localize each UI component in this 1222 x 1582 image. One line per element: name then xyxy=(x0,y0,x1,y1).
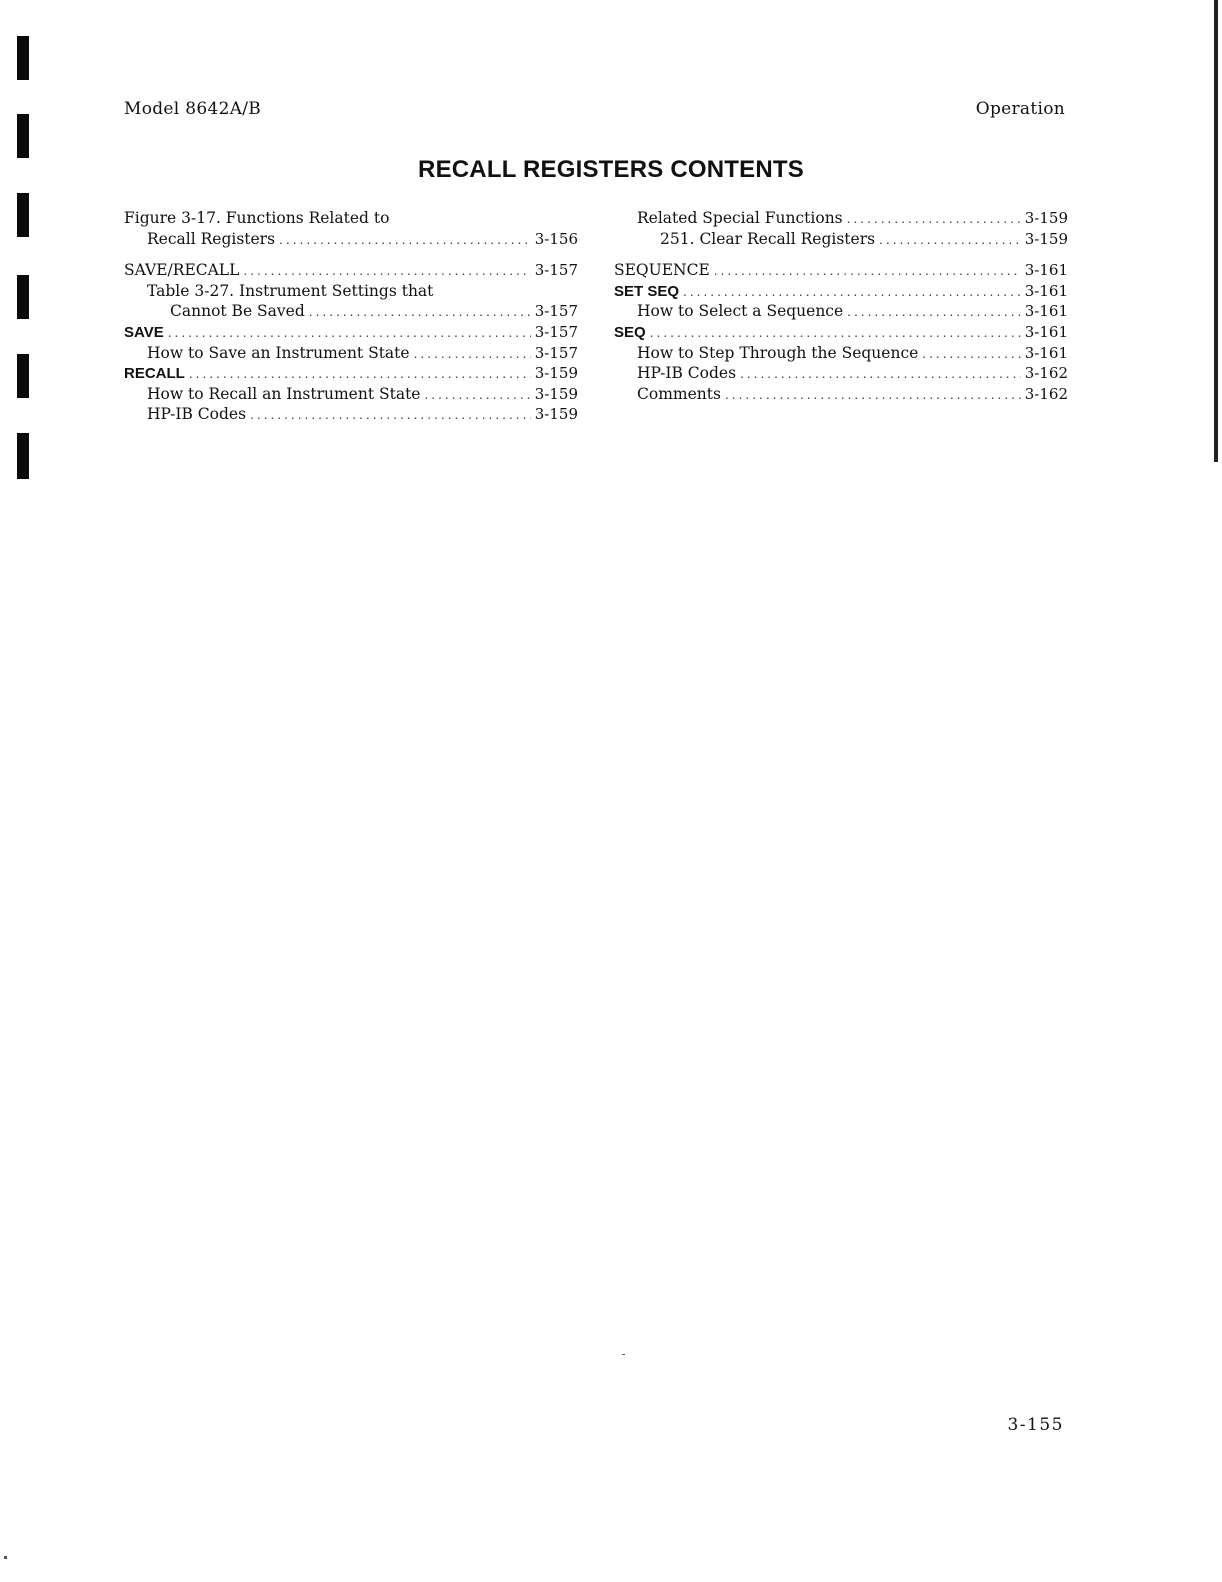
dot-leader xyxy=(309,302,531,323)
dot-leader xyxy=(650,323,1021,344)
toc-entry-title: SAVE/RECALL xyxy=(124,261,240,280)
toc-entry-page: 3-157 xyxy=(534,343,578,362)
toc-entry-page: 3-159 xyxy=(534,364,578,383)
toc-entry xyxy=(614,384,1068,405)
toc-entry xyxy=(124,260,578,281)
toc-entry-page: 3-157 xyxy=(534,261,578,280)
toc-entry-page: 3-157 xyxy=(534,322,578,341)
dot-leader xyxy=(847,302,1021,323)
toc-entry xyxy=(124,404,578,425)
toc-entry xyxy=(124,322,578,343)
toc-entry-title: How to Save an Instrument State xyxy=(147,343,410,362)
toc-entry-page: 3-162 xyxy=(1024,384,1068,403)
dot-leader xyxy=(250,405,531,426)
toc-entry-title: How to Select a Sequence xyxy=(637,302,844,321)
toc-entry xyxy=(614,363,1068,384)
toc-right-column xyxy=(614,208,1068,404)
toc-entry-page: 3-161 xyxy=(1024,302,1068,321)
dot-leader xyxy=(424,385,530,406)
scan-speck xyxy=(622,1354,625,1355)
dot-leader xyxy=(243,261,530,282)
change-bar xyxy=(17,114,29,158)
toc-left-column xyxy=(124,208,578,425)
toc-entry-page: 3-161 xyxy=(1024,322,1068,341)
toc-entry-title: Recall Registers xyxy=(147,229,276,248)
toc-entry-page: 3-159 xyxy=(1024,229,1068,248)
page-number: 3-155 xyxy=(1007,1415,1064,1435)
running-header-model: Model 8642A/B xyxy=(124,99,262,119)
toc-entry xyxy=(124,363,578,384)
scan-speck xyxy=(4,1556,7,1559)
toc-entry-page: 3-161 xyxy=(1024,343,1068,362)
toc-entry-title: HP-IB Codes xyxy=(147,405,247,424)
toc-entry xyxy=(124,281,578,302)
dot-leader xyxy=(725,385,1021,406)
toc-entry-page: 3-156 xyxy=(534,229,578,248)
toc-entry-title: Related Special Functions xyxy=(637,209,843,227)
dot-leader xyxy=(740,364,1021,385)
scan-edge-rule xyxy=(1214,0,1218,462)
toc-entry xyxy=(124,301,578,322)
dot-leader xyxy=(683,282,1021,303)
toc-entry-page: 3-157 xyxy=(534,302,578,321)
toc-entry xyxy=(614,322,1068,343)
page-title: RECALL REGISTERS CONTENTS xyxy=(418,156,804,183)
toc-entry-title: SET SEQ xyxy=(614,282,680,300)
dot-leader xyxy=(189,364,531,385)
toc-entry-page: 3-159 xyxy=(534,405,578,424)
dot-leader xyxy=(714,261,1021,282)
toc-entry-title: HP-IB Codes xyxy=(637,364,737,383)
toc-entry-page: 3-161 xyxy=(1024,261,1068,280)
toc-entry xyxy=(124,208,578,229)
toc-entry-title: SAVE xyxy=(124,323,164,341)
toc-entry-title: RECALL xyxy=(124,365,185,383)
toc-entry xyxy=(614,343,1068,364)
toc-entry xyxy=(124,384,578,405)
toc-entry xyxy=(614,260,1068,281)
toc-entry xyxy=(614,301,1068,322)
change-bar xyxy=(17,354,29,398)
toc-entry-title: Table 3-27. Instrument Settings that xyxy=(147,281,434,300)
toc-entry xyxy=(124,229,578,250)
toc-entry-title: How to Recall an Instrument State xyxy=(147,384,421,403)
toc-entry-title: Comments xyxy=(637,384,721,403)
dot-leader xyxy=(279,230,531,251)
change-bar xyxy=(17,433,29,479)
toc-entry-page: 3-162 xyxy=(1024,364,1068,383)
change-bar xyxy=(17,275,29,319)
change-bar xyxy=(17,36,29,80)
dot-leader xyxy=(847,209,1021,230)
toc-entry xyxy=(614,281,1068,302)
toc-entry-title: Cannot Be Saved xyxy=(170,302,305,321)
running-header-section: Operation xyxy=(975,99,1065,119)
toc-entry xyxy=(124,343,578,364)
toc-entry-title: SEQUENCE xyxy=(614,261,710,280)
toc-entry-page: 3-159 xyxy=(1024,209,1068,227)
toc-entry xyxy=(614,229,1068,250)
toc-entry-title: 251. Clear Recall Registers xyxy=(660,229,876,248)
toc-entry-title: Figure 3-17. Functions Related to xyxy=(124,209,390,227)
toc-entry-title: How to Step Through the Sequence xyxy=(637,343,919,362)
toc-entry-title: SEQ xyxy=(614,323,646,341)
dot-leader xyxy=(414,344,531,365)
dot-leader xyxy=(922,344,1020,365)
dot-leader xyxy=(879,230,1021,251)
dot-leader xyxy=(168,323,531,344)
change-bar xyxy=(17,193,29,237)
toc-entry xyxy=(614,208,1068,229)
toc-entry-page: 3-159 xyxy=(534,384,578,403)
toc-entry-page: 3-161 xyxy=(1024,281,1068,300)
